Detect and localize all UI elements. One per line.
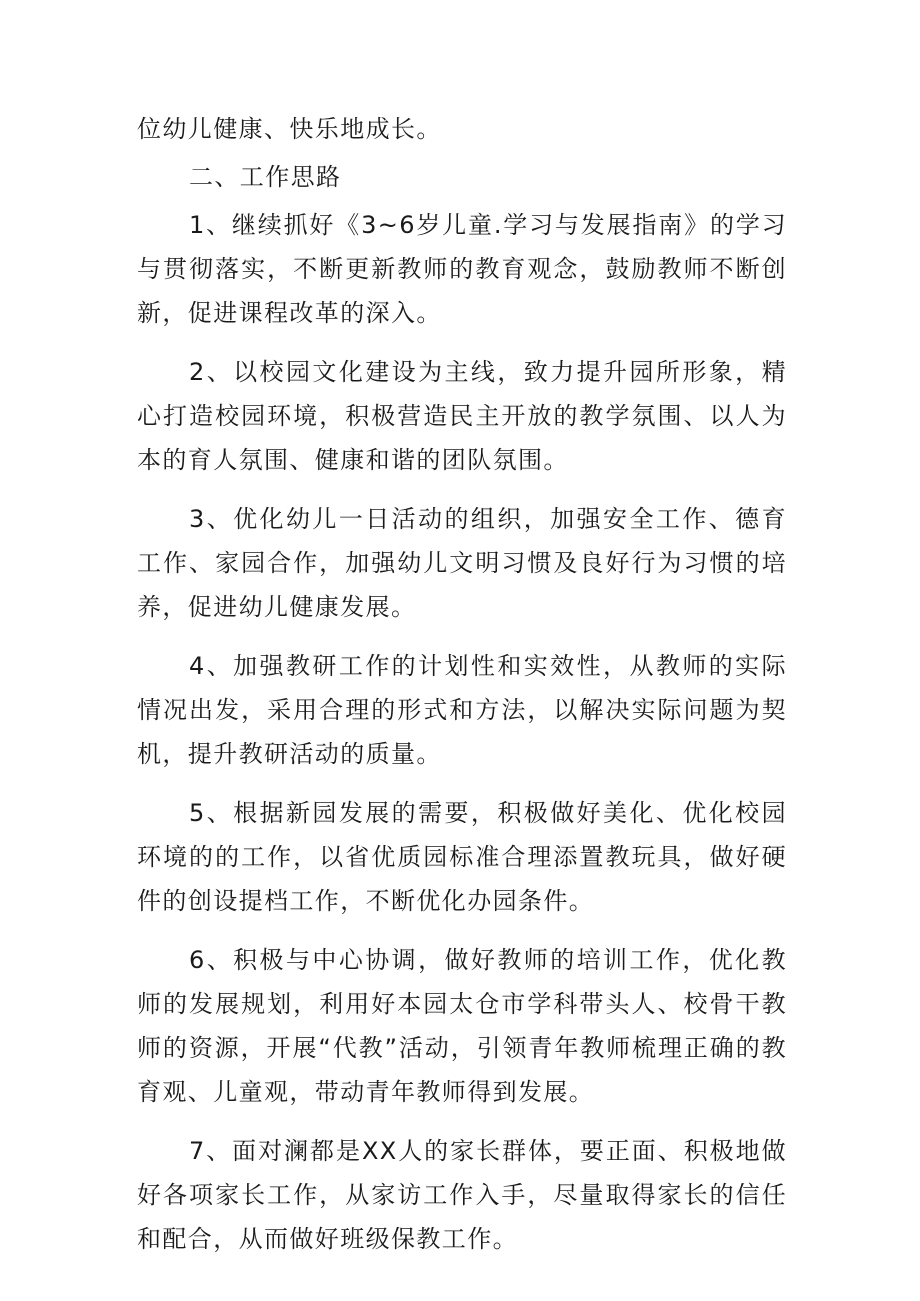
document-body: [137, 107, 787, 1276]
work-item-6: 6、积极与中心协调，做好教师的培训工作，优化教师的发展规划，利用好本园太仓市学科带头人、校骨干教师的资源，开展“代教”活动，引领青年教师梳理正确的教育观、儿童观，带动青年教师得到发展。: [137, 946, 787, 1106]
work-item-2: 2、以校园文化建设为主线，致力提升园所形象，精心打造校园环境，积极营造民主开放的教学氛围、以人为本的育人氛围、健康和谐的团队氛围。: [137, 358, 787, 474]
work-item-4: 4、加强教研工作的计划性和实效性，从教师的实际情况出发，采用合理的形式和方法，以解决实际问题为契机，提升教研活动的质量。: [137, 652, 787, 768]
section-heading: 二、工作思路: [189, 163, 342, 191]
work-item-5: 5、根据新园发展的需要，积极做好美化、优化校园环境的的工作，以省优质园标准合理添置教玩具，做好硬件的创设提档工作，不断优化办园条件。: [137, 799, 787, 915]
work-item-3: 3、优化幼儿一日活动的组织，加强安全工作、德育工作、家园合作，加强幼儿文明习惯及良好行为习惯的培养，促进幼儿健康发展。: [137, 505, 787, 621]
work-item-1: 1、继续抓好《3~6岁儿童.学习与发展指南》的学习与贯彻落实，不断更新教师的教育观念，鼓励教师不断创新，促进课程改革的深入。: [137, 211, 787, 327]
work-item-7: 7、面对澜都是XX人的家长群体，要正面、积极地做好各项家长工作，从家访工作入手，尽量取得家长的信任和配合，从而做好班级保教工作。: [137, 1137, 787, 1253]
continuation-paragraph: 位幼儿健康、快乐地成长。: [137, 115, 442, 143]
